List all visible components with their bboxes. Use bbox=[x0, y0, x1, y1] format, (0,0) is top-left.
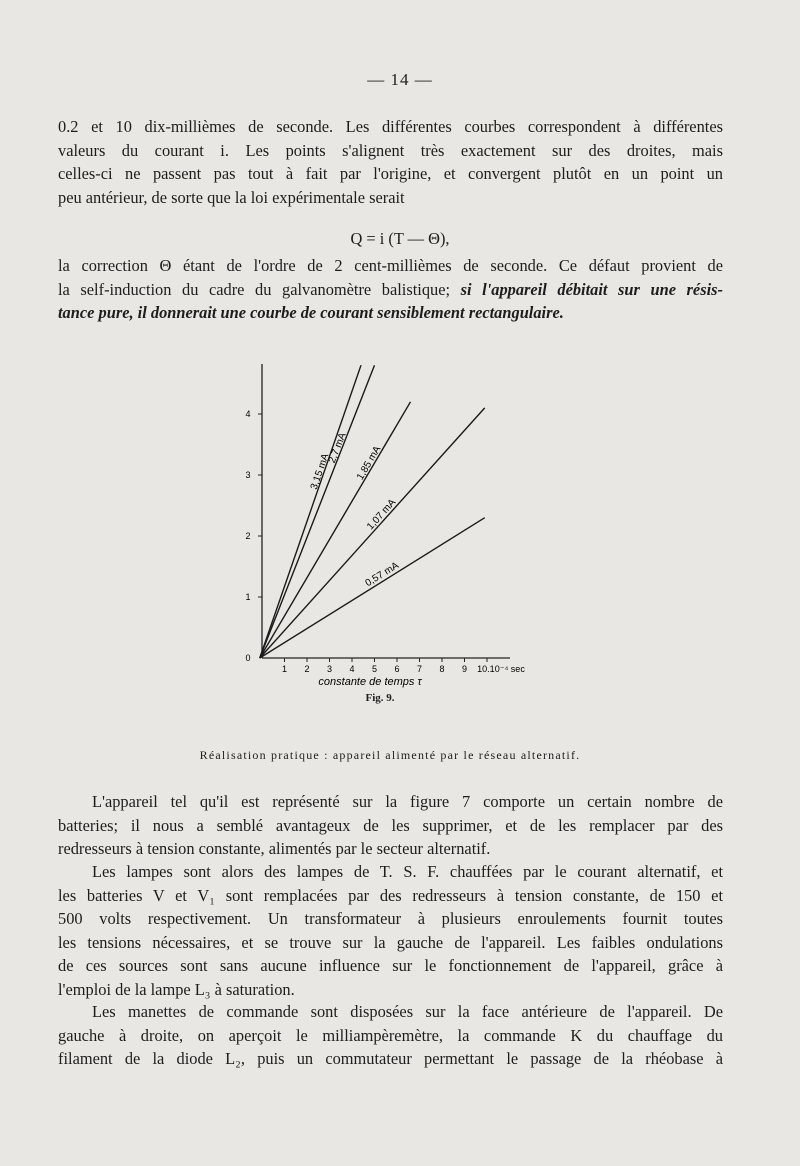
text-span: la self-induction du cadre du galvanomètre balistique; bbox=[58, 279, 451, 299]
paragraph-3 bbox=[58, 790, 723, 861]
series-label: 1,85 mA bbox=[354, 444, 384, 482]
italic-span: si l'appareil débitait sur une résis- bbox=[460, 279, 723, 299]
y-tick-label: 0 bbox=[245, 653, 251, 663]
text-line: peu antérieur, de sorte que la loi expérimentale serait bbox=[58, 187, 405, 207]
x-tick-label: 4 bbox=[349, 664, 355, 674]
x-tick-label: 6 bbox=[394, 664, 400, 674]
text-line: Les manettes de commande sont disposées sur la face antérieure de l'appareil. De bbox=[92, 1002, 723, 1021]
x-tick-label: 8 bbox=[439, 664, 445, 674]
paragraph-5 bbox=[58, 1000, 723, 1071]
series-label: 0,57 mA bbox=[363, 560, 401, 590]
y-tick-label: 2 bbox=[245, 531, 251, 541]
x-tick-label: 5 bbox=[371, 664, 378, 674]
x-tick-label: 1 bbox=[281, 664, 288, 674]
text-line: celles-ci ne passent pas tout à fait par l'origine, et convergent plutôt en un point un bbox=[58, 164, 723, 184]
x-tick-label: 10.10⁻⁴ sec bbox=[477, 664, 525, 674]
x-tick-label: 7 bbox=[416, 664, 423, 674]
x-axis-label: constante de temps τ bbox=[318, 676, 422, 688]
y-tick-label: 1 bbox=[245, 592, 251, 602]
paragraph-4 bbox=[58, 860, 723, 1002]
text-line: tance pure, il donnerait une courbe de courant sensiblement rectangulaire. bbox=[58, 303, 564, 323]
figure-9-chart bbox=[220, 360, 560, 690]
series-label: 1,07 mA bbox=[365, 497, 399, 533]
text-line: L'appareil tel qu'il est représenté sur la figure 7 comporte un certain nombre de bbox=[92, 792, 723, 811]
section-title: Réalisation pratique : appareil alimenté par le réseau alternatif. bbox=[199, 748, 581, 762]
series-line bbox=[260, 518, 485, 658]
series-line bbox=[260, 365, 375, 658]
text-line: Les lampes sont alors des lampes de T. S. F. chauffées par le courant alternatif, et bbox=[92, 862, 723, 881]
y-tick-label: 4 bbox=[245, 409, 251, 419]
paragraph-1 bbox=[58, 115, 723, 209]
series-label: 2,7 mA bbox=[326, 431, 349, 465]
text-line: 0.2 et 10 dix-millièmes de seconde. Les différentes courbes correspondent à différentes bbox=[58, 117, 723, 136]
text-line: valeurs du courant i. Les points s'alignent très exactement sur des droites, mais bbox=[58, 140, 723, 160]
text-line: filament de la diode L₂, puis un commutateur permettant le passage de la rhéobase à bbox=[58, 1049, 723, 1069]
series-label: 3,15 mA bbox=[308, 452, 332, 492]
text-line: gauche à droite, on aperçoit le milliampèremètre, la commande K du chauffage du bbox=[58, 1025, 723, 1045]
text-line: les tensions nécessaires, et se trouve sur la gauche de l'appareil. Les faibles ondulations bbox=[58, 932, 723, 952]
paragraph-2 bbox=[58, 254, 723, 325]
x-tick-label: 3 bbox=[326, 664, 333, 674]
text-line: les batteries V et V₁ sont remplacées par des redresseurs à tension constante, de 150 et bbox=[58, 885, 723, 905]
text-line: redresseurs à tension constante, alimentés par le secteur alternatif. bbox=[58, 839, 491, 859]
text-line: la correction Θ étant de l'ordre de 2 cent-millièmes de seconde. Ce défaut provient de bbox=[58, 256, 723, 275]
text-line: batteries; il nous a semblé avantageux de les supprimer, et de les remplacer par des bbox=[58, 815, 723, 835]
page-number: — 14 — bbox=[367, 70, 433, 89]
text-line bbox=[58, 278, 723, 302]
text-line: 500 volts respectivement. Un transformateur à plusieurs enroulements fournit toutes bbox=[58, 909, 723, 929]
figure-caption: Fig. 9. bbox=[365, 692, 395, 704]
formula: Q = i (T — Θ), bbox=[350, 229, 450, 248]
text-line: l'emploi de la lampe L₃ à saturation. bbox=[58, 979, 295, 999]
x-tick-label: 9 bbox=[461, 664, 468, 674]
y-tick-label: 3 bbox=[245, 470, 251, 480]
x-tick-label: 2 bbox=[304, 664, 310, 674]
text-line: de ces sources sont sans aucune influence sur le fonctionnement de l'appareil, grâce à bbox=[58, 956, 723, 976]
